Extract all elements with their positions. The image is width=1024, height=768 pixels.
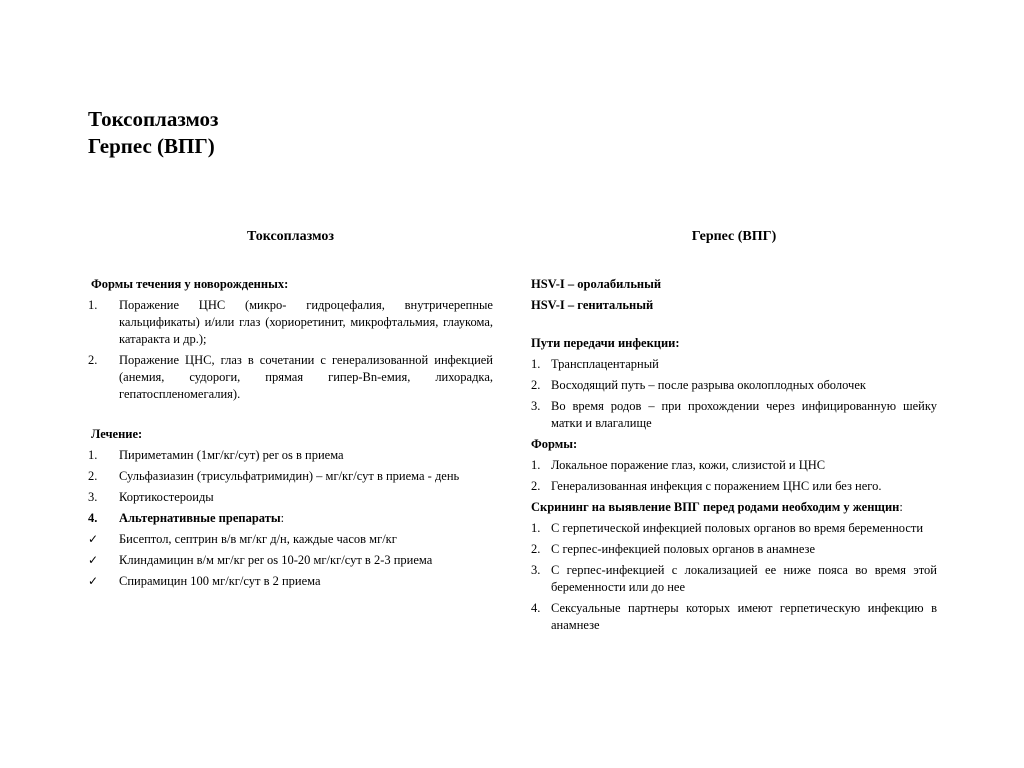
list-item: 3. Кортикостероиды xyxy=(88,490,214,504)
treatment-heading: Лечение: xyxy=(91,427,143,441)
list-item: 3. Во время родов – при прохождении через инфицированную шейку матки и влагалище xyxy=(531,399,937,430)
checkmark-icon: ✓ xyxy=(88,553,99,567)
list-item: 2. Восходящий путь – после разрыва околоплодных оболочек xyxy=(531,378,866,392)
checkmark-icon: ✓ xyxy=(88,532,99,546)
list-item: 1. Поражение ЦНС (микро- гидроцефалия, внутричерепные кальцификаты) и/или глаз (хориоретинит, микрофтальмия, глаукома, катаракта и др.); xyxy=(88,298,493,346)
list-item: 1. Трансплацентарный xyxy=(531,357,659,371)
checklist-item: ✓ Клиндамицин в/м мг/кг per os 10-20 мг/кг/сут в 2-3 приема xyxy=(88,553,433,567)
herpes-heading: Герпес (ВПГ) xyxy=(691,229,777,244)
newborn-forms-list xyxy=(88,297,493,403)
hsv1-line: HSV-I – оролабильный xyxy=(531,277,662,291)
transmission-routes-list xyxy=(531,356,937,432)
hsv2-line: HSV-I – генитальный xyxy=(531,298,654,312)
page-title xyxy=(88,106,218,160)
list-item: 1. Локальное поражение глаз, кожи, слизистой и ЦНС xyxy=(531,458,826,472)
herpes-column xyxy=(531,228,937,638)
screening-list xyxy=(531,520,937,634)
title-line-2: Герпес (ВПГ) xyxy=(88,134,215,158)
checkmark-icon: ✓ xyxy=(88,574,99,588)
herpes-forms-list xyxy=(531,457,937,495)
toxoplasmosis-column xyxy=(88,228,493,594)
list-item: 2. Поражение ЦНС, глаз в сочетании с генерализованной инфекцией (анемия, судороги, прямая гипер-Bn-емия, лихорадка, гепатоспленомегалия). xyxy=(88,353,493,401)
list-item: 1. Пириметамин (1мг/кг/сут) per os в приема xyxy=(88,448,344,462)
screening-heading: Скрининг на выявление ВПГ перед родами необходим у женщин: xyxy=(531,500,903,514)
list-item: 3. С герпес-инфекцией с локализацией ее ниже пояса во время этой беременности или до нее xyxy=(531,563,937,594)
herpes-forms-heading: Формы: xyxy=(531,437,578,451)
alternative-drugs-item: 4. Альтернативные препараты: xyxy=(88,511,285,525)
transmission-routes-heading: Пути передачи инфекции: xyxy=(531,336,680,350)
list-item: 4. Сексуальные партнеры которых имеют герпетическую инфекцию в анамнезе xyxy=(531,601,937,632)
checklist-item: ✓ Бисептол, септрин в/в мг/кг д/н, каждые часов мг/кг xyxy=(88,532,397,546)
list-item: 2. Генерализованная инфекция с поражением ЦНС или без него. xyxy=(531,479,882,493)
treatment-list xyxy=(88,447,493,590)
list-item: 1. С герпетической инфекцией половых органов во время беременности xyxy=(531,521,924,535)
checklist-item: ✓ Спирамицин 100 мг/кг/сут в 2 приема xyxy=(88,574,321,588)
list-item: 2. С герпес-инфекцией половых органов в анамнезе xyxy=(531,542,816,556)
title-line-1: Токсоплазмоз xyxy=(88,107,219,131)
toxoplasmosis-heading: Токсоплазмоз xyxy=(247,229,334,244)
newborn-forms-heading: Формы течения у новорожденных: xyxy=(91,277,289,291)
list-item: 2. Сульфазиазин (трисульфатримидин) – мг/кг/сут в приема - день xyxy=(88,469,460,483)
